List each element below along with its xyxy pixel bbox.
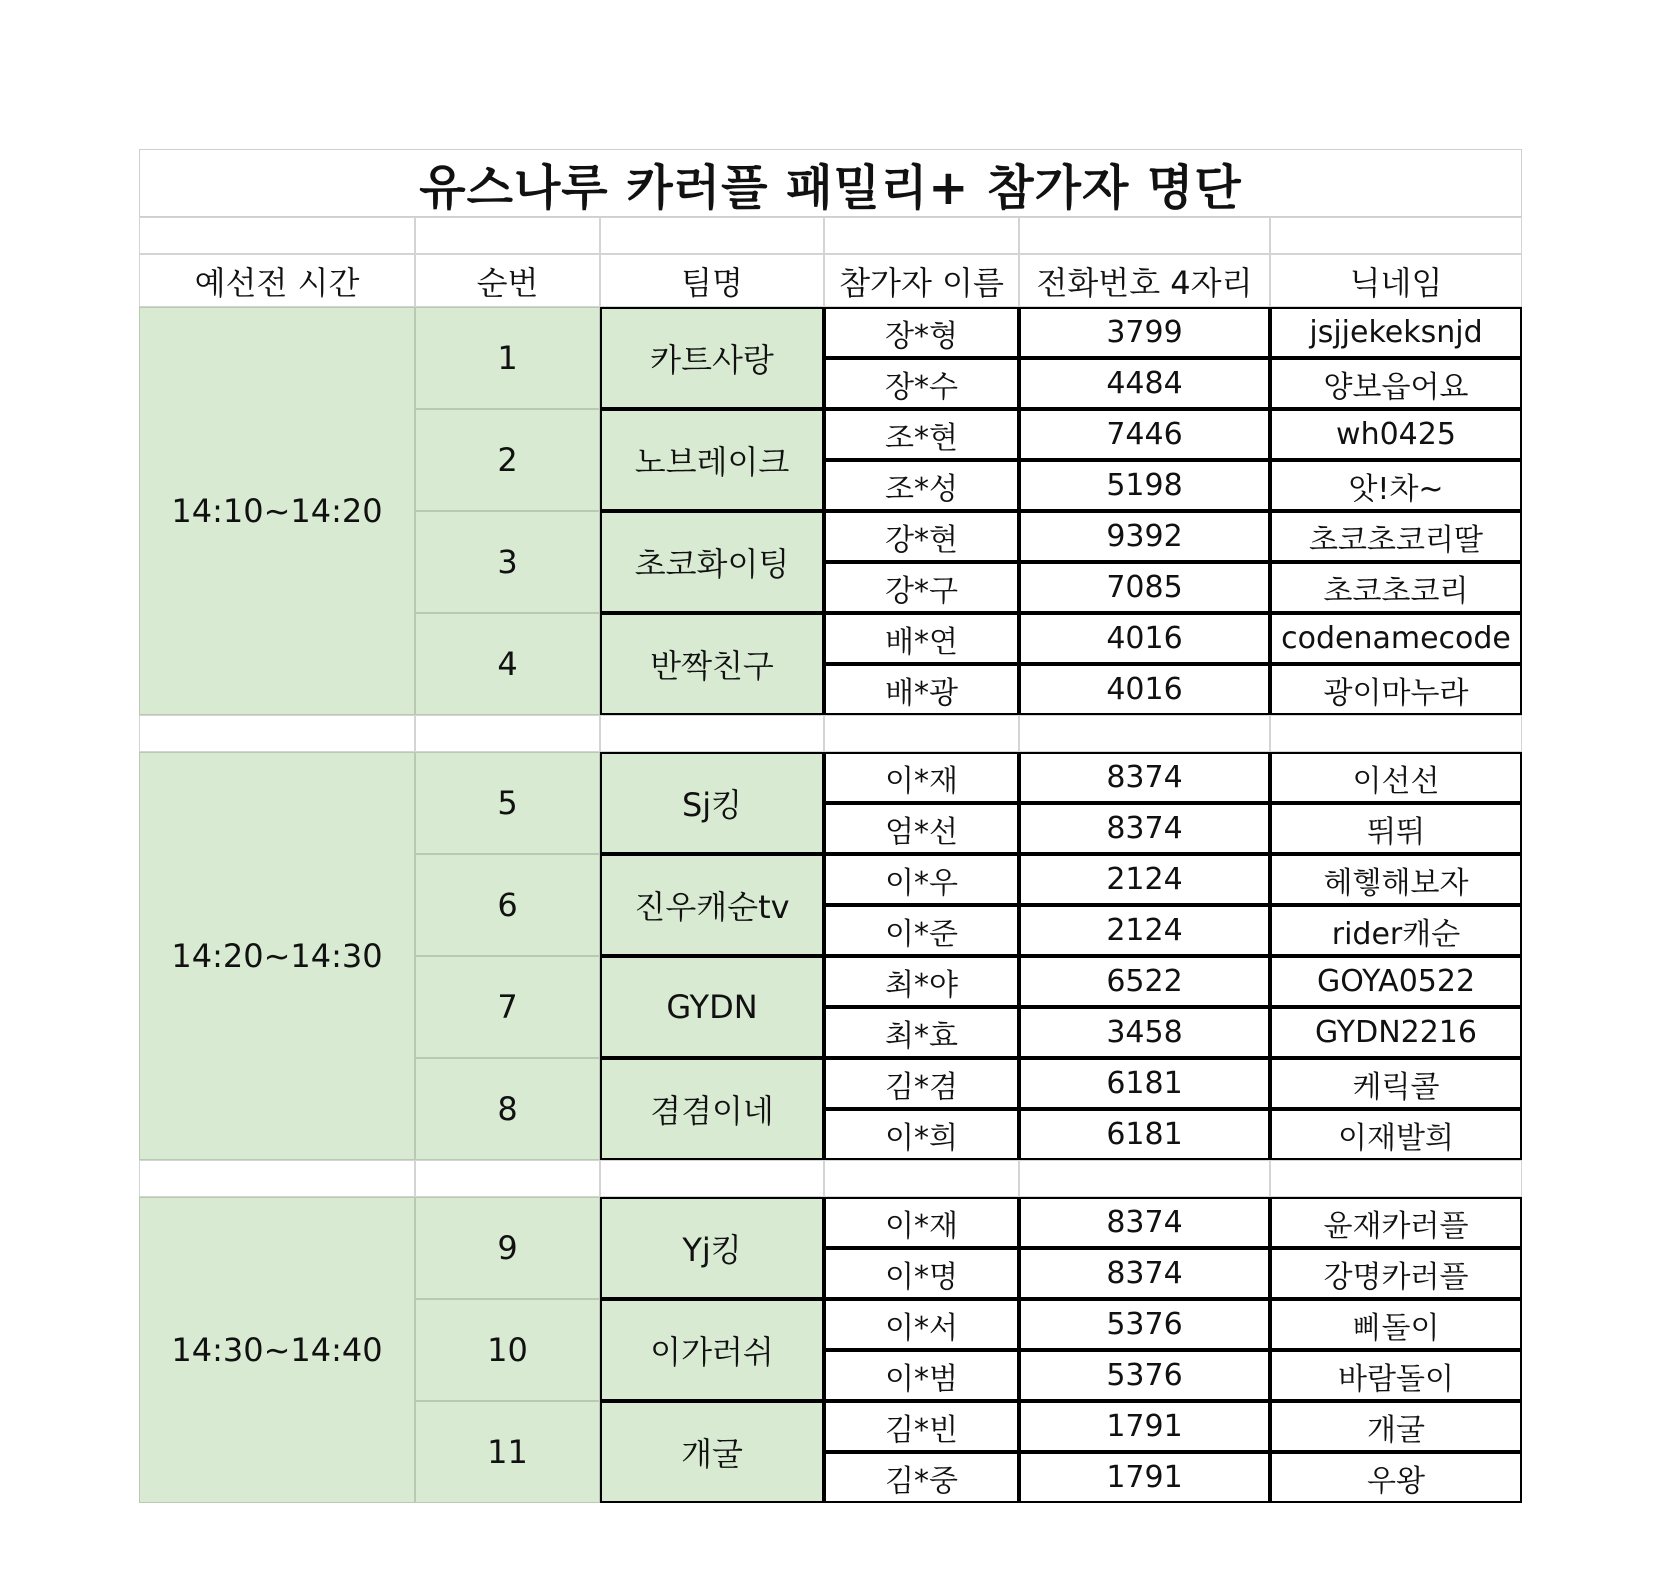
phone-digits-cell: 5198 — [1019, 460, 1270, 511]
group-spacer-row — [1270, 1160, 1522, 1197]
column-header: 전화번호 4자리 — [1019, 254, 1270, 307]
team-name-cell: 진우캐순tv — [600, 854, 824, 956]
team-number-cell: 7 — [415, 956, 600, 1058]
nickname-cell: jsjjekeksnjd — [1270, 307, 1522, 358]
time-slot-cell: 14:20~14:30 — [139, 752, 415, 1160]
column-header: 순번 — [415, 254, 600, 307]
participant-name-cell: 조*현 — [824, 409, 1019, 460]
group-spacer-row — [1270, 715, 1522, 752]
nickname-cell: wh0425 — [1270, 409, 1522, 460]
phone-digits-cell: 2124 — [1019, 854, 1270, 905]
nickname-cell: 뛰뛰 — [1270, 803, 1522, 854]
team-number-cell: 5 — [415, 752, 600, 854]
participant-name-cell: 엄*선 — [824, 803, 1019, 854]
nickname-cell: 삐돌이 — [1270, 1299, 1522, 1350]
nickname-cell: 앗!차~ — [1270, 460, 1522, 511]
participant-name-cell: 이*재 — [824, 752, 1019, 803]
team-number-cell: 2 — [415, 409, 600, 511]
group-spacer-row — [415, 715, 600, 752]
nickname-cell: 케릭콜 — [1270, 1058, 1522, 1109]
participant-name-cell: 장*형 — [824, 307, 1019, 358]
phone-digits-cell: 4484 — [1019, 358, 1270, 409]
nickname-cell: 강명카러플 — [1270, 1248, 1522, 1299]
spacer-row — [824, 217, 1019, 254]
participant-name-cell: 이*재 — [824, 1197, 1019, 1248]
group-spacer-row — [824, 1160, 1019, 1197]
phone-digits-cell: 7446 — [1019, 409, 1270, 460]
column-header: 예선전 시간 — [139, 254, 415, 307]
phone-digits-cell: 4016 — [1019, 613, 1270, 664]
nickname-cell: 헤헿해보자 — [1270, 854, 1522, 905]
column-header: 닉네임 — [1270, 254, 1522, 307]
participant-sheet — [139, 149, 1522, 1526]
team-name-cell: GYDN — [600, 956, 824, 1058]
participant-name-cell: 배*광 — [824, 664, 1019, 715]
nickname-cell: GYDN2216 — [1270, 1007, 1522, 1058]
participant-name-cell: 김*겸 — [824, 1058, 1019, 1109]
phone-digits-cell: 4016 — [1019, 664, 1270, 715]
spacer-row — [600, 217, 824, 254]
participant-name-cell: 이*서 — [824, 1299, 1019, 1350]
participant-name-cell: 배*연 — [824, 613, 1019, 664]
nickname-cell: 우왕 — [1270, 1452, 1522, 1503]
group-spacer-row — [139, 1160, 415, 1197]
spacer-row — [415, 217, 600, 254]
nickname-cell: 초코초코리 — [1270, 562, 1522, 613]
team-number-cell: 4 — [415, 613, 600, 715]
group-spacer-row — [824, 715, 1019, 752]
participant-name-cell: 최*야 — [824, 956, 1019, 1007]
nickname-cell: 윤재카러플 — [1270, 1197, 1522, 1248]
team-number-cell: 8 — [415, 1058, 600, 1160]
group-spacer-row — [139, 715, 415, 752]
participant-name-cell: 조*성 — [824, 460, 1019, 511]
phone-digits-cell: 3799 — [1019, 307, 1270, 358]
participant-name-cell: 이*우 — [824, 854, 1019, 905]
team-name-cell: 이가러쉬 — [600, 1299, 824, 1401]
team-number-cell: 9 — [415, 1197, 600, 1299]
team-number-cell: 11 — [415, 1401, 600, 1503]
nickname-cell: 이재발희 — [1270, 1109, 1522, 1160]
spacer-row — [1270, 217, 1522, 254]
participant-name-cell: 최*효 — [824, 1007, 1019, 1058]
group-spacer-row — [1019, 1160, 1270, 1197]
nickname-cell: 개굴 — [1270, 1401, 1522, 1452]
phone-digits-cell: 9392 — [1019, 511, 1270, 562]
participant-name-cell: 이*명 — [824, 1248, 1019, 1299]
nickname-cell: rider캐순 — [1270, 905, 1522, 956]
participant-name-cell: 김*빈 — [824, 1401, 1019, 1452]
group-spacer-row — [415, 1160, 600, 1197]
nickname-cell: GOYA0522 — [1270, 956, 1522, 1007]
team-name-cell: 노브레이크 — [600, 409, 824, 511]
team-number-cell: 10 — [415, 1299, 600, 1401]
phone-digits-cell: 8374 — [1019, 1197, 1270, 1248]
team-name-cell: Sj킹 — [600, 752, 824, 854]
nickname-cell: 이선선 — [1270, 752, 1522, 803]
team-name-cell: 개굴 — [600, 1401, 824, 1503]
participant-name-cell: 강*구 — [824, 562, 1019, 613]
group-spacer-row — [600, 1160, 824, 1197]
team-number-cell: 1 — [415, 307, 600, 409]
column-header: 참가자 이름 — [824, 254, 1019, 307]
participant-name-cell: 장*수 — [824, 358, 1019, 409]
nickname-cell: 양보읍어요 — [1270, 358, 1522, 409]
participant-name-cell: 이*희 — [824, 1109, 1019, 1160]
team-number-cell: 3 — [415, 511, 600, 613]
phone-digits-cell: 8374 — [1019, 1248, 1270, 1299]
time-slot-cell: 14:30~14:40 — [139, 1197, 415, 1503]
participant-name-cell: 김*중 — [824, 1452, 1019, 1503]
nickname-cell: 바람돌이 — [1270, 1350, 1522, 1401]
phone-digits-cell: 6181 — [1019, 1058, 1270, 1109]
team-name-cell: Yj킹 — [600, 1197, 824, 1299]
column-header: 팀명 — [600, 254, 824, 307]
team-name-cell: 카트사랑 — [600, 307, 824, 409]
group-spacer-row — [600, 715, 824, 752]
phone-digits-cell: 2124 — [1019, 905, 1270, 956]
phone-digits-cell: 8374 — [1019, 803, 1270, 854]
phone-digits-cell: 6522 — [1019, 956, 1270, 1007]
time-slot-cell: 14:10~14:20 — [139, 307, 415, 715]
phone-digits-cell: 7085 — [1019, 562, 1270, 613]
phone-digits-cell: 6181 — [1019, 1109, 1270, 1160]
phone-digits-cell: 3458 — [1019, 1007, 1270, 1058]
group-spacer-row — [1019, 715, 1270, 752]
participant-name-cell: 강*현 — [824, 511, 1019, 562]
phone-digits-cell: 5376 — [1019, 1299, 1270, 1350]
sheet-title: 유스나루 카러플 패밀리+ 참가자 명단 — [139, 149, 1522, 217]
participant-name-cell: 이*준 — [824, 905, 1019, 956]
nickname-cell: codenamecode — [1270, 613, 1522, 664]
nickname-cell: 초코초코리딸 — [1270, 511, 1522, 562]
phone-digits-cell: 1791 — [1019, 1401, 1270, 1452]
phone-digits-cell: 8374 — [1019, 752, 1270, 803]
team-name-cell: 겸겸이네 — [600, 1058, 824, 1160]
spacer-row — [1019, 217, 1270, 254]
participant-name-cell: 이*범 — [824, 1350, 1019, 1401]
team-number-cell: 6 — [415, 854, 600, 956]
phone-digits-cell: 5376 — [1019, 1350, 1270, 1401]
nickname-cell: 광이마누라 — [1270, 664, 1522, 715]
phone-digits-cell: 1791 — [1019, 1452, 1270, 1503]
spacer-row — [139, 217, 415, 254]
team-name-cell: 초코화이팅 — [600, 511, 824, 613]
team-name-cell: 반짝친구 — [600, 613, 824, 715]
